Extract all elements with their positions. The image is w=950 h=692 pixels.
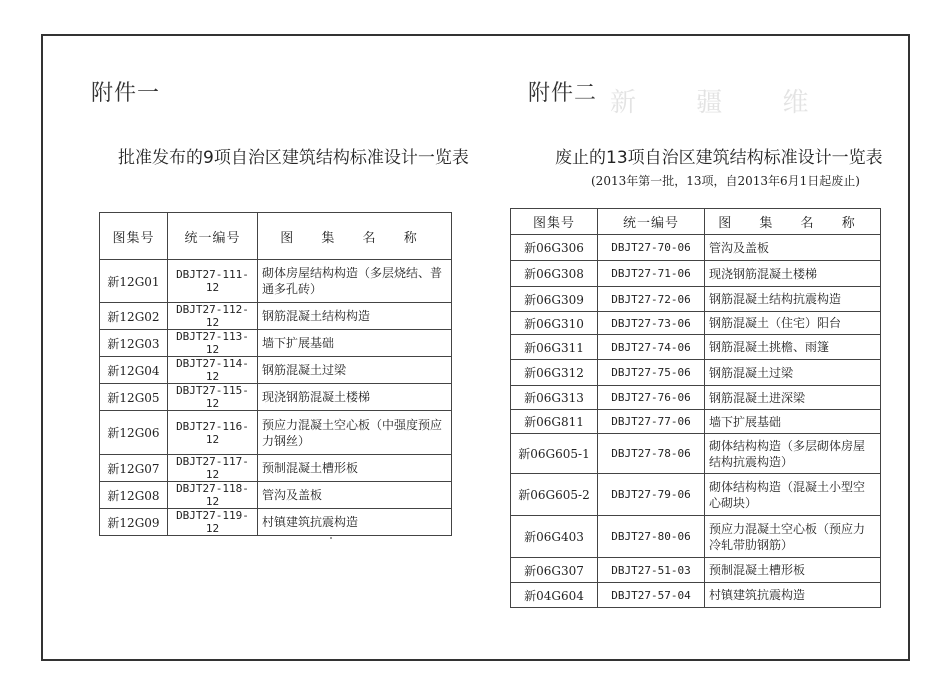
table-row — [511, 583, 881, 608]
table-row — [511, 235, 881, 261]
table-row — [511, 558, 881, 583]
column-header-code: 图集号 — [511, 209, 598, 235]
atlas-name: 钢筋混凝土过梁 — [258, 357, 452, 384]
atlas-name: 管沟及盖板 — [258, 482, 452, 509]
atlas-name: 预制混凝土槽形板 — [705, 558, 881, 583]
atlas-code: 新12G09 — [100, 509, 168, 536]
atlas-name: 钢筋混凝土过梁 — [705, 360, 881, 386]
table-row — [511, 261, 881, 287]
atlas-name: 砌体结构构造（多层砌体房屋结构抗震构造） — [705, 434, 881, 474]
atlas-code: 新12G02 — [100, 303, 168, 330]
atlas-name: 钢筋混凝土结构构造 — [258, 303, 452, 330]
atlas-code: 新12G07 — [100, 455, 168, 482]
table-row — [511, 386, 881, 410]
atlas-code: 新06G312 — [511, 360, 598, 386]
atlas-code: 新06G309 — [511, 287, 598, 312]
attachment-1-heading: 附件一 — [91, 81, 161, 106]
atlas-code: 新12G08 — [100, 482, 168, 509]
approved-list-title: 批准发布的9项自治区建筑结构标准设计一览表 — [118, 148, 469, 168]
atlas-code: 新06G403 — [511, 516, 598, 558]
unified-number: DBJT27-57-04 — [598, 583, 705, 608]
atlas-code: 新12G01 — [100, 260, 168, 303]
table-header-row — [100, 213, 452, 260]
table-row — [100, 384, 452, 411]
table-row — [511, 360, 881, 386]
atlas-name: 钢筋混凝土挑檐、雨篷 — [705, 335, 881, 360]
atlas-name: 钢筋混凝土结构抗震构造 — [705, 287, 881, 312]
unified-number: DBJT27-118-12 — [168, 482, 258, 509]
table-row — [100, 330, 452, 357]
table-row — [100, 411, 452, 455]
table-row — [511, 335, 881, 360]
unified-number: DBJT27-112-12 — [168, 303, 258, 330]
table-row — [100, 357, 452, 384]
table-row — [100, 509, 452, 536]
atlas-code: 新06G307 — [511, 558, 598, 583]
atlas-name: 预应力混凝土空心板（预应力冷轧带肋钢筋） — [705, 516, 881, 558]
atlas-name: 预制混凝土槽形板 — [258, 455, 452, 482]
unified-number: DBJT27-80-06 — [598, 516, 705, 558]
unified-number: DBJT27-75-06 — [598, 360, 705, 386]
atlas-code: 新06G605-1 — [511, 434, 598, 474]
approved-standards-table — [99, 212, 452, 536]
speck-mark — [330, 537, 332, 539]
unified-number: DBJT27-71-06 — [598, 261, 705, 287]
unified-number: DBJT27-78-06 — [598, 434, 705, 474]
unified-number: DBJT27-79-06 — [598, 474, 705, 516]
atlas-code: 新12G05 — [100, 384, 168, 411]
atlas-name: 砌体房屋结构构造（多层烧结、普通多孔砖） — [258, 260, 452, 303]
atlas-name: 钢筋混凝土（住宅）阳台 — [705, 312, 881, 335]
table-row — [511, 287, 881, 312]
table-row — [100, 455, 452, 482]
table-row — [100, 303, 452, 330]
atlas-name: 村镇建筑抗震构造 — [258, 509, 452, 536]
table-row — [511, 312, 881, 335]
unified-number: DBJT27-72-06 — [598, 287, 705, 312]
atlas-name: 钢筋混凝土进深梁 — [705, 386, 881, 410]
column-header-number: 统一编号 — [168, 213, 258, 260]
atlas-code: 新12G04 — [100, 357, 168, 384]
abolished-list-title: 废止的13项自治区建筑结构标准设计一览表 — [555, 148, 883, 168]
abolished-list-subtitle: (2013年第一批，13项，自2013年6月1日起废止) — [591, 174, 860, 188]
column-header-name: 图 集 名 称 — [258, 213, 452, 260]
table-header-row — [511, 209, 881, 235]
column-header-number: 统一编号 — [598, 209, 705, 235]
atlas-code: 新06G605-2 — [511, 474, 598, 516]
attachment-2-heading: 附件二 — [528, 81, 598, 106]
table-row — [511, 434, 881, 474]
atlas-code: 新06G313 — [511, 386, 598, 410]
unified-number: DBJT27-116-12 — [168, 411, 258, 455]
atlas-name: 砌体结构构造（混凝土小型空心砌块） — [705, 474, 881, 516]
table-row — [511, 474, 881, 516]
unified-number: DBJT27-77-06 — [598, 410, 705, 434]
atlas-code: 新06G306 — [511, 235, 598, 261]
atlas-code: 新06G310 — [511, 312, 598, 335]
unified-number: DBJT27-115-12 — [168, 384, 258, 411]
unified-number: DBJT27-119-12 — [168, 509, 258, 536]
column-header-code: 图集号 — [100, 213, 168, 260]
table-row — [100, 260, 452, 303]
unified-number: DBJT27-117-12 — [168, 455, 258, 482]
table-row — [100, 482, 452, 509]
unified-number: DBJT27-114-12 — [168, 357, 258, 384]
atlas-name: 墙下扩展基础 — [705, 410, 881, 434]
column-header-name: 图 集 名 称 — [705, 209, 881, 235]
atlas-code: 新06G308 — [511, 261, 598, 287]
atlas-name: 现浇钢筋混凝土楼梯 — [258, 384, 452, 411]
faint-watermark: 新 疆 维 — [610, 88, 835, 118]
atlas-name: 村镇建筑抗震构造 — [705, 583, 881, 608]
unified-number: DBJT27-73-06 — [598, 312, 705, 335]
atlas-name: 管沟及盖板 — [705, 235, 881, 261]
unified-number: DBJT27-51-03 — [598, 558, 705, 583]
atlas-code: 新04G604 — [511, 583, 598, 608]
unified-number: DBJT27-76-06 — [598, 386, 705, 410]
atlas-name: 墙下扩展基础 — [258, 330, 452, 357]
unified-number: DBJT27-74-06 — [598, 335, 705, 360]
atlas-code: 新12G06 — [100, 411, 168, 455]
atlas-name: 现浇钢筋混凝土楼梯 — [705, 261, 881, 287]
table-row — [511, 410, 881, 434]
unified-number: DBJT27-113-12 — [168, 330, 258, 357]
unified-number: DBJT27-111-12 — [168, 260, 258, 303]
atlas-code: 新06G811 — [511, 410, 598, 434]
abolished-standards-table — [510, 208, 881, 608]
atlas-code: 新06G311 — [511, 335, 598, 360]
table-row — [511, 516, 881, 558]
atlas-code: 新12G03 — [100, 330, 168, 357]
atlas-name: 预应力混凝土空心板（中强度预应力钢丝） — [258, 411, 452, 455]
unified-number: DBJT27-70-06 — [598, 235, 705, 261]
